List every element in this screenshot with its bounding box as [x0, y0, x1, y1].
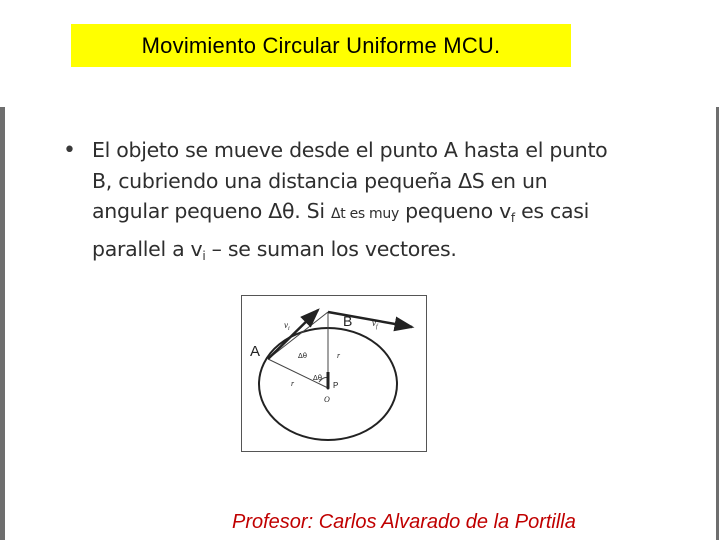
slide-title: Movimiento Circular Uniforme MCU.: [141, 32, 501, 58]
bullet-line-2: B, cubriendo una distancia pequeña ΔS en un: [92, 168, 548, 193]
bullet-line-1: El objeto se mueve desde el punto A hasta el punto: [92, 138, 608, 162]
bullet-line-3a: angular pequeno Δθ. Si: [92, 199, 331, 223]
label-A: A: [250, 343, 261, 360]
circular-motion-figure: [241, 295, 427, 452]
center-dot: [327, 387, 330, 390]
bullet-line-3-small: Δt es muy: [330, 206, 399, 222]
bullet-line-3c: es casi: [514, 199, 589, 223]
label-dtheta-center: Δθ: [313, 374, 323, 382]
label-r-2: r: [337, 351, 341, 360]
label-P: P: [333, 381, 339, 390]
vi-vector: [268, 310, 318, 359]
label-O: O: [324, 395, 330, 404]
bullet-text: [92, 135, 682, 271]
label-vf: $v_f$: [372, 318, 378, 330]
bullet-line-4a: parallel a v: [92, 236, 203, 261]
vf-vector: [328, 312, 412, 327]
footer-author: Profesor: Carlos Alvarado de la Portilla: [232, 511, 576, 533]
bullet-line-3: [92, 196, 682, 234]
bullet-line-4b: – se suman los vectores.: [205, 236, 457, 261]
title-box: [71, 24, 571, 67]
bullet-line-4-sub: i: [202, 248, 206, 263]
label-dtheta-top: Δθ: [298, 352, 308, 360]
bullet-dot-icon: •: [63, 138, 76, 163]
label-vi: $v_i$: [284, 320, 290, 332]
label-r-1: r: [291, 379, 295, 388]
label-B: B: [343, 313, 353, 329]
figure-diagram: [242, 296, 428, 453]
bullet-line-3-sub: f: [510, 211, 515, 225]
bullet-line-4: [92, 234, 682, 272]
bullet-line-3b: pequeno v: [398, 199, 511, 223]
